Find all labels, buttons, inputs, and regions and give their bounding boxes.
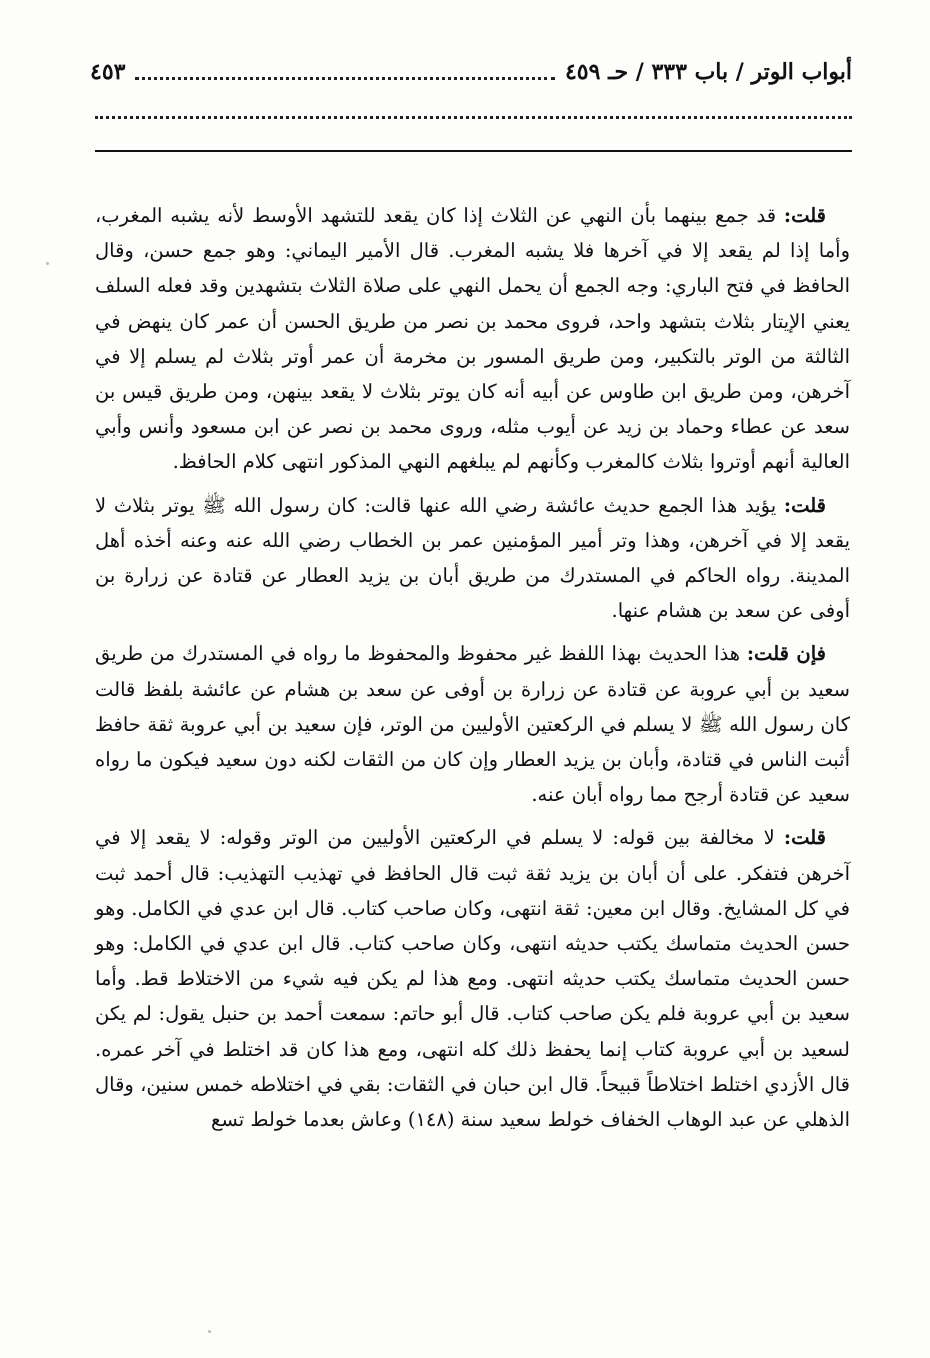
page-header [90, 52, 852, 92]
paragraph-lead: قلت: [783, 204, 826, 227]
paragraph-lead: فإن قلت: [746, 642, 826, 666]
paragraph-text: يؤيد هذا الجمع حديث عائشة رضي الله عنها قالت: كان رسول الله ﷺ يوتر بثلاث لا يقعد إلا في آخرهن، وهذا وتر أمير المؤمنين عمر بن الخطاب رضي الله عنه وعنه أخذه أهل المدينة. رواه الحاكم في المستدرك من طريق أبان بن يزيد العطار عن قتادة عن زرارة بن أوفى عن سعد بن هشام عنها. [95, 493, 850, 623]
paragraph-lead: قلت: [783, 826, 826, 850]
page-number: ٤٥٣ [90, 59, 126, 85]
scan-speck [46, 262, 49, 265]
running-head: أبواب الوتر / باب ٣٣٣ / حـ ٤٥٩ [564, 59, 852, 85]
paragraph-text: هذا الحديث بهذا اللفظ غير محفوظ والمحفوظ ما رواه في المستدرك من طريق سعيد بن أبي عروبة عن قتادة عن زرارة بن أوفى عن سعد بن هشام عن عائشة بلفظ قالت كان رسول الله ﷺ لا يسلم في الركعتين الأوليين من الوتر، فإن سعيد بن أبي عروبة ثقة حافظ أثبت الناس في قتادة، وأبان بن يزيد العطار وإن كان من الثقات لكنه دون سعيد فيكون ما رواه سعيد عن قتادة أرجح مما رواه أبان عنه. [95, 642, 850, 807]
dotted-separator [95, 116, 852, 119]
paragraph-1 [95, 198, 850, 480]
paragraph-4 [95, 820, 850, 1137]
paragraph-3 [95, 636, 850, 812]
page-body [95, 198, 850, 1137]
paragraph-text: لا مخالفة بين قوله: لا يسلم في الركعتين الأوليين من الوتر وقوله: لا يقعد إلا في آخرهن فتفكر. على أن أبان بن يزيد ثقة ثبت قال الحافظ في تهذيب التهذيب: قال أحمد ثبت في كل المشايخ. وقال ابن معين: ثقة انتهى، وكان صاحب كتاب. قال ابن عدي في الكامل. وهو حسن الحديث متماسك يكتب حديثه انتهى، وكان صاحب كتاب. قال ابن عدي في الكامل: وهو حسن الحديث متماسك يكتب حديثه انتهى. ومع هذا لم يكن فيه شيء من الاختلاط قط. وأما سعيد بن أبي عروبة فلم يكن صاحب كتاب. قال أبو حاتم: سمعت أحمد بن حنبل يقول: لم يكن لسعيد بن أبي عروبة كتاب إنما يحفظ ذلك كله انتهى، ومع هذا كان قد اختلط في آخر عمره. قال الأزدي اختلط اختلاطاً قبيحاً. قال ابن حبان في الثقات: بقي في اختلاطه خمس سنين، وقال الذهلي عن عبد الوهاب الخفاف خولط سعيد سنة (١٤٨) وعاش بعدما خولط تسع [95, 826, 850, 1132]
paragraph-2 [95, 488, 850, 629]
header-rule [95, 150, 852, 152]
paragraph-text: قد جمع بينهما بأن النهي عن الثلاث إذا كان يقعد للتشهد الأوسط لأنه يشبه المغرب، وأما إذا لم يقعد إلا في آخرها فلا يشبه المغرب. قال الأمير اليماني: وهو جمع حسن، وقال الحافظ في فتح الباري: وجه الجمع أن يحمل النهي على صلاة الثلاث بتشهدين وقد فعله السلف يعني الإيتار بثلاث بتشهد واحد، فروى محمد بن نصر من طريق الحسن أن عمر كان ينهض في الثالثة من الوتر بالتكبير، ومن طريق المسور بن مخرمة أن عمر أوتر بثلاث لم يسلم إلا في آخرهن، ومن طريق ابن طاوس عن أبيه أنه كان يوتر بثلاث لا يقعد بينهن، ومن طريق قيس بن سعد عن عطاء وحماد بن زيد عن أيوب مثله، وروى محمد بن نصر عن ابن مسعود وأنس وأبي العالية أنهم أوتروا بثلاث كالمغرب وكأنهم لم يبلغهم النهي المذكور انتهى كلام الحافظ. [95, 204, 850, 474]
dotted-leader [135, 65, 555, 80]
scan-speck [208, 1330, 211, 1333]
paragraph-lead: قلت: [783, 493, 826, 517]
